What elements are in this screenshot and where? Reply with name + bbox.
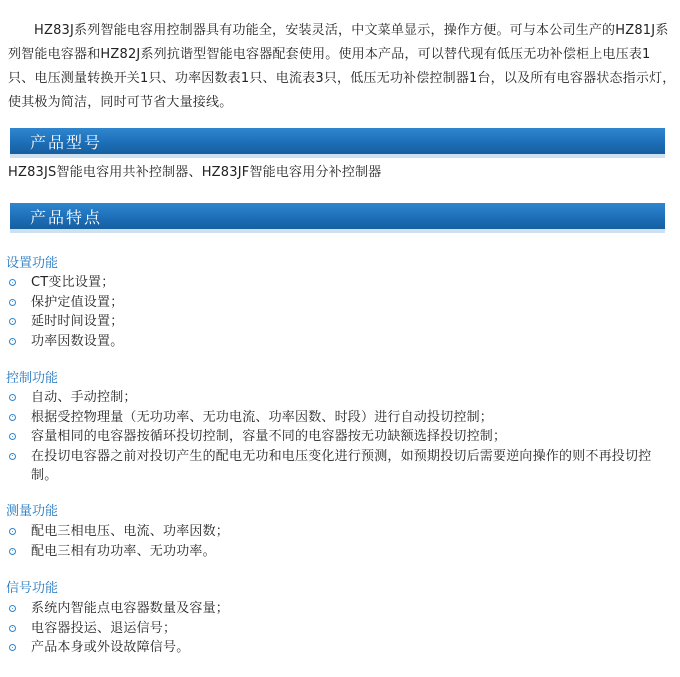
- list-item: 功率因数设置。: [6, 332, 676, 352]
- list-item: 配电三相电压、电流、功率因数；: [6, 522, 676, 542]
- list-item: 延时时间设置；: [6, 312, 676, 332]
- bullet-icon: [9, 338, 16, 345]
- section-header-features: [10, 203, 665, 233]
- feature-list-settings: [6, 273, 676, 351]
- feature-list-signal: [6, 599, 676, 658]
- bullet-icon: [9, 433, 16, 440]
- bullet-icon: [9, 548, 16, 555]
- feature-list-measurement: [6, 522, 676, 561]
- feature-list-control: [6, 388, 676, 486]
- list-item: 配电三相有功功率、无功功率。: [6, 542, 676, 562]
- bullet-icon: [9, 414, 16, 421]
- list-item: 系统内智能点电容器数量及容量；: [6, 599, 676, 619]
- list-item: 电容器投运、退运信号；: [6, 619, 676, 639]
- section-title: 产品型号: [30, 133, 103, 152]
- intro-paragraph: HZ83J系列智能电容用控制器具有功能全，安装灵活，中文菜单显示，操作方便。可与本公司生产的HZ81J系列智能电容器和HZ82J系列抗谐型智能电容器配套使用。使用本产品，可以替代现有低压无功补偿柜上电压表1只、电压测量转换开关1只、功率因数表1只、电流表3只，低压无功补偿控制器1台，以及所有电容器状态指示灯，使其极为简洁，同时可节省大量接线。: [8, 23, 676, 110]
- bullet-icon: [9, 279, 16, 286]
- list-item: 在投切电容器之前对投切产生的配电无功和电压变化进行预测，如预期投切后需要逆向操作的则不再投切控制。: [6, 447, 676, 486]
- bullet-icon: [9, 644, 16, 651]
- bullet-icon: [9, 318, 16, 325]
- bullet-icon: [9, 528, 16, 535]
- list-item: CT变比设置；: [6, 273, 676, 293]
- bullet-icon: [9, 625, 16, 632]
- section-header-model: [10, 128, 665, 158]
- bullet-icon: [9, 394, 16, 401]
- section-title: 产品特点: [30, 208, 103, 227]
- list-item: 产品本身或外设故障信号。: [6, 638, 676, 658]
- bullet-icon: [9, 453, 16, 460]
- group-title-measurement: 测量功能: [6, 504, 59, 519]
- list-item: 保护定值设置；: [6, 293, 676, 313]
- group-title-settings: 设置功能: [6, 256, 59, 271]
- bullet-icon: [9, 605, 16, 612]
- list-item: 容量相同的电容器按循环投切控制，容量不同的电容器按无功缺额选择投切控制；: [6, 427, 676, 447]
- list-item: 自动、手动控制；: [6, 388, 676, 408]
- group-title-signal: 信号功能: [6, 581, 59, 596]
- group-title-control: 控制功能: [6, 371, 59, 386]
- list-item: 根据受控物理量（无功功率、无功电流、功率因数、时段）进行自动投切控制；: [6, 408, 676, 428]
- bullet-icon: [9, 299, 16, 306]
- model-list-text: HZ83JS智能电容用共补控制器、HZ83JF智能电容用分补控制器: [8, 165, 382, 180]
